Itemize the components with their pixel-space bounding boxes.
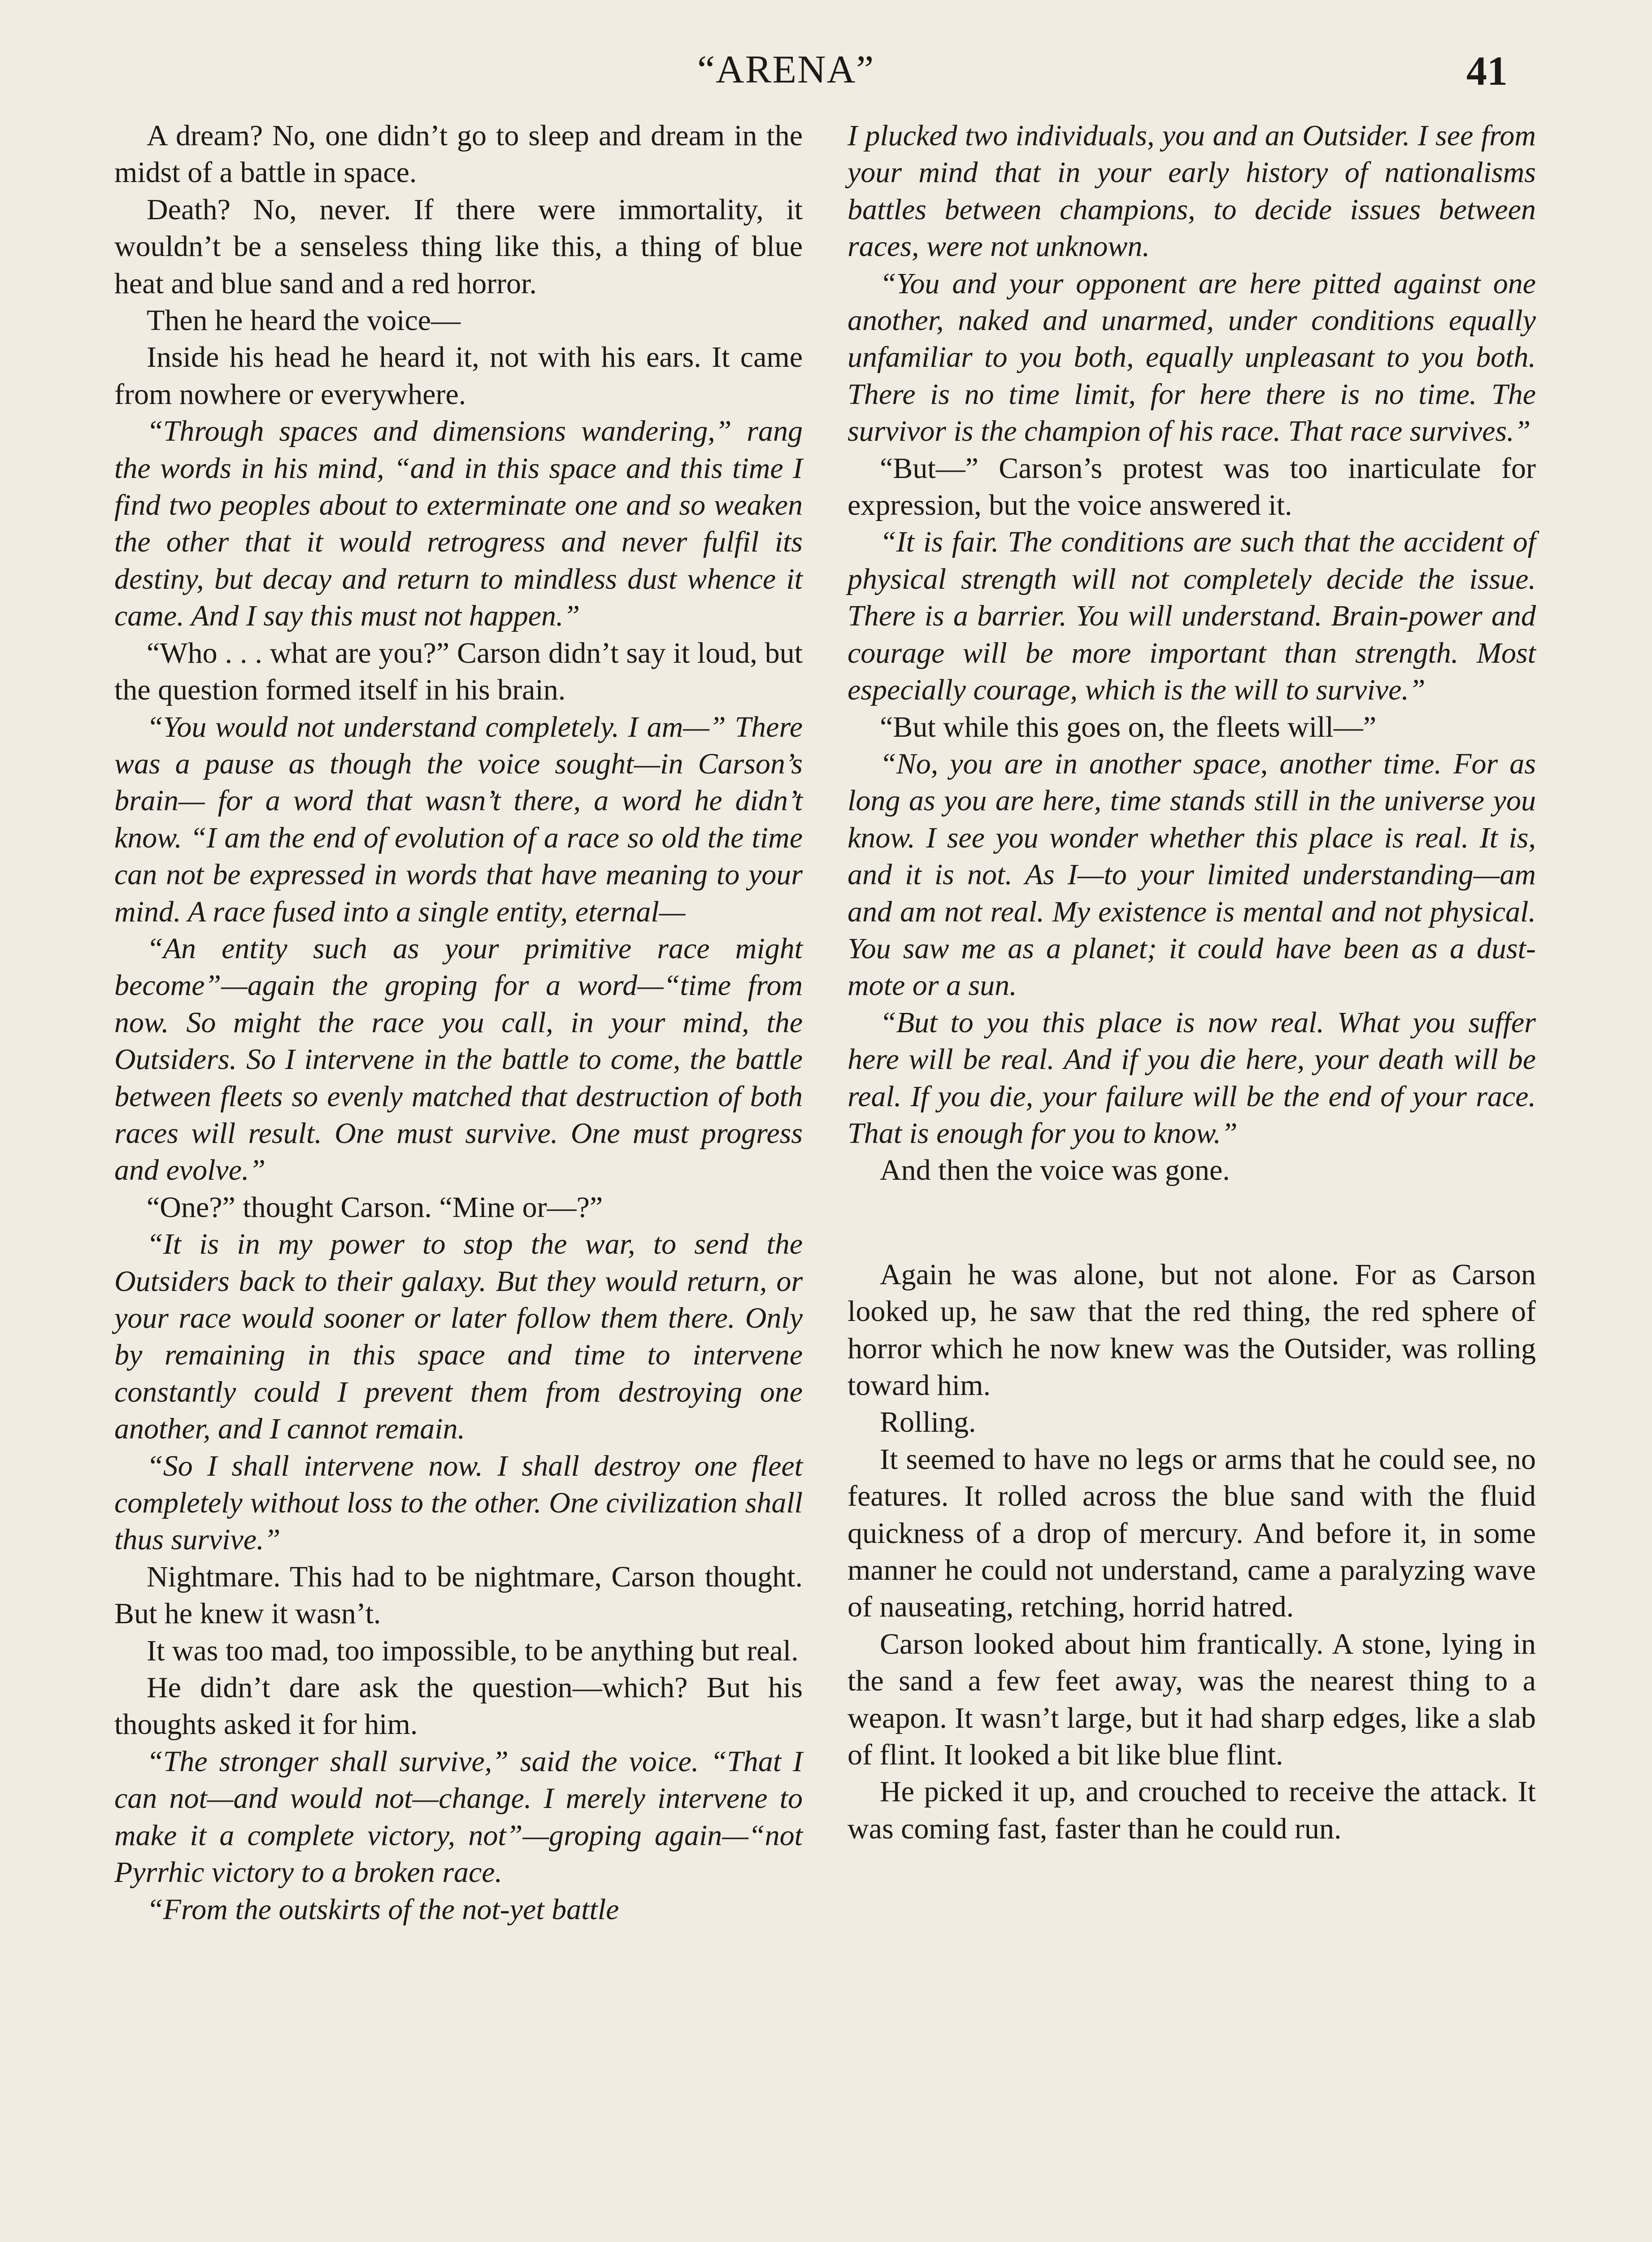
running-title: “ARENA” xyxy=(697,48,875,91)
paragraph: “One?” thought Carson. “Mine or—?” xyxy=(147,1191,603,1224)
paragraph: He picked it up, and crouched to receive the attack. It was coming fast, faster than he could run. xyxy=(848,1775,1536,1845)
paragraph: It seemed to have no legs or arms that he could see, no features. It rolled across the blue sand with the fluid quickness of a drop of mercury. And before it, in some manner he could not understand, came a paralyzing wave of nauseating, retching, horrid hatred. xyxy=(848,1443,1536,1624)
paragraph: “From the outskirts of the not-yet battle xyxy=(147,1893,619,1926)
paragraph: Death? No, never. If there were immortality, it wouldn’t be a senseless thing like this, a thing of blue heat and blue sand and a red horror. xyxy=(114,193,803,300)
paragraph: Inside his head he heard it, not with his ears. It came from nowhere or everywhere. xyxy=(114,341,803,411)
paragraph: “You would not understand completely. I am—” There was a pause as though the voice sought—in Carson’s brain— for a word that wasn’t there, a word he didn’t know. “I am the end of evolution of a race so old the time can not be expressed in words that have meaning to your mind. A race fused into a single entity, eternal— xyxy=(114,710,803,928)
paragraph: “It is in my power to stop the war, to send the Outsiders back to their galaxy. But they would return, or your race would sooner or later follow them there. Only by remaining in this space and time to intervene constantly could I prevent them from destroying one another, and I cannot remain. xyxy=(114,1228,803,1446)
paragraph: And then the voice was gone. xyxy=(880,1154,1230,1187)
paragraph: He didn’t dare ask the question—which? But his thoughts asked it for him. xyxy=(114,1671,803,1741)
right-text-column xyxy=(848,117,1536,1847)
paragraph: I plucked two individuals, you and an Outsider. I see from your mind that in your early history of nationalisms battles between champions, to decide issues between races, were not unknown. xyxy=(848,119,1536,263)
paragraph: Rolling. xyxy=(880,1406,976,1439)
paragraph: Carson looked about him frantically. A stone, lying in the sand a few feet away, was the nearest thing to a weapon. It wasn’t large, but it had sharp edges, like a slab of flint. It looked a bit like blue flint. xyxy=(848,1627,1536,1772)
paragraph: “But to you this place is now real. What you suffer here will be real. And if you die here, your death will be real. If you die, your failure will be the end of your race. That is enough for you to know.” xyxy=(848,1006,1536,1150)
paragraph: “You and your opponent are here pitted against one another, naked and unarmed, under conditions equally unfamiliar to you both, equally unpleasant to you both. There is no time limit, for here there is no time. The survivor is the champion of his race. That race survives.” xyxy=(848,267,1536,448)
paragraph: Nightmare. This had to be nightmare, Carson thought. But he knew it wasn’t. xyxy=(114,1560,803,1630)
left-text-column xyxy=(114,117,803,1928)
paragraph: “Who . . . what are you?” Carson didn’t say it loud, but the question formed itself in his brain. xyxy=(114,636,803,707)
paragraph: “The stronger shall survive,” said the voice. “That I can not—and would not—change. I merely intervene to make it a complete victory, not”—groping again—“not Pyrrhic victory to a broken race. xyxy=(114,1745,803,1889)
paragraph: Again he was alone, but not alone. For as Carson looked up, he saw that the red thing, the red sphere of horror which he now knew was the Outsider, was rolling toward him. xyxy=(848,1258,1536,1402)
page-number: 41 xyxy=(1466,48,1508,94)
paragraph: “But—” Carson’s protest was too inarticulate for expression, but the voice answered it. xyxy=(848,452,1536,522)
paragraph: “But while this goes on, the fleets will—” xyxy=(880,710,1377,743)
paragraph: A dream? No, one didn’t go to sleep and dream in the midst of a battle in space. xyxy=(114,119,803,189)
paragraph: “It is fair. The conditions are such that the accident of physical strength will not completely decide the issue. There is a barrier. You will understand. Brain-power and courage will be more important than strength. Most especially courage, which is the will to survive.” xyxy=(848,526,1536,707)
paragraph: “So I shall intervene now. I shall destroy one fleet completely without loss to the other. One civilization shall thus survive.” xyxy=(114,1449,803,1556)
paragraph: “Through spaces and dimensions wandering,” rang the words in his mind, “and in this space and this time I find two peoples about to exterminate one and so weaken the other that it would retrogress and never fulfil its destiny, but decay and return to mindless dust whence it came. And I say this must not happen.” xyxy=(114,415,803,633)
paragraph: Then he heard the voice— xyxy=(147,304,461,337)
paragraph: It was too mad, too impossible, to be anything but real. xyxy=(147,1634,799,1667)
page-header xyxy=(0,47,1652,114)
paragraph: “An entity such as your primitive race might become”—again the groping for a word—“time from now. So might the race you call, in your mind, the Outsiders. So I intervene in the battle to come, the battle between fleets so evenly matched that destruction of both races will result. One must survive. One must progress and evolve.” xyxy=(114,932,803,1187)
paragraph: “No, you are in another space, another time. For as long as you are here, time stands still in the universe you know. I see you wonder whether this place is real. It is, and it is not. As I—to your limited understanding—am and am not real. My existence is mental and not physical. You saw me as a planet; it could have been as a dust-mote or a sun. xyxy=(848,747,1536,1002)
